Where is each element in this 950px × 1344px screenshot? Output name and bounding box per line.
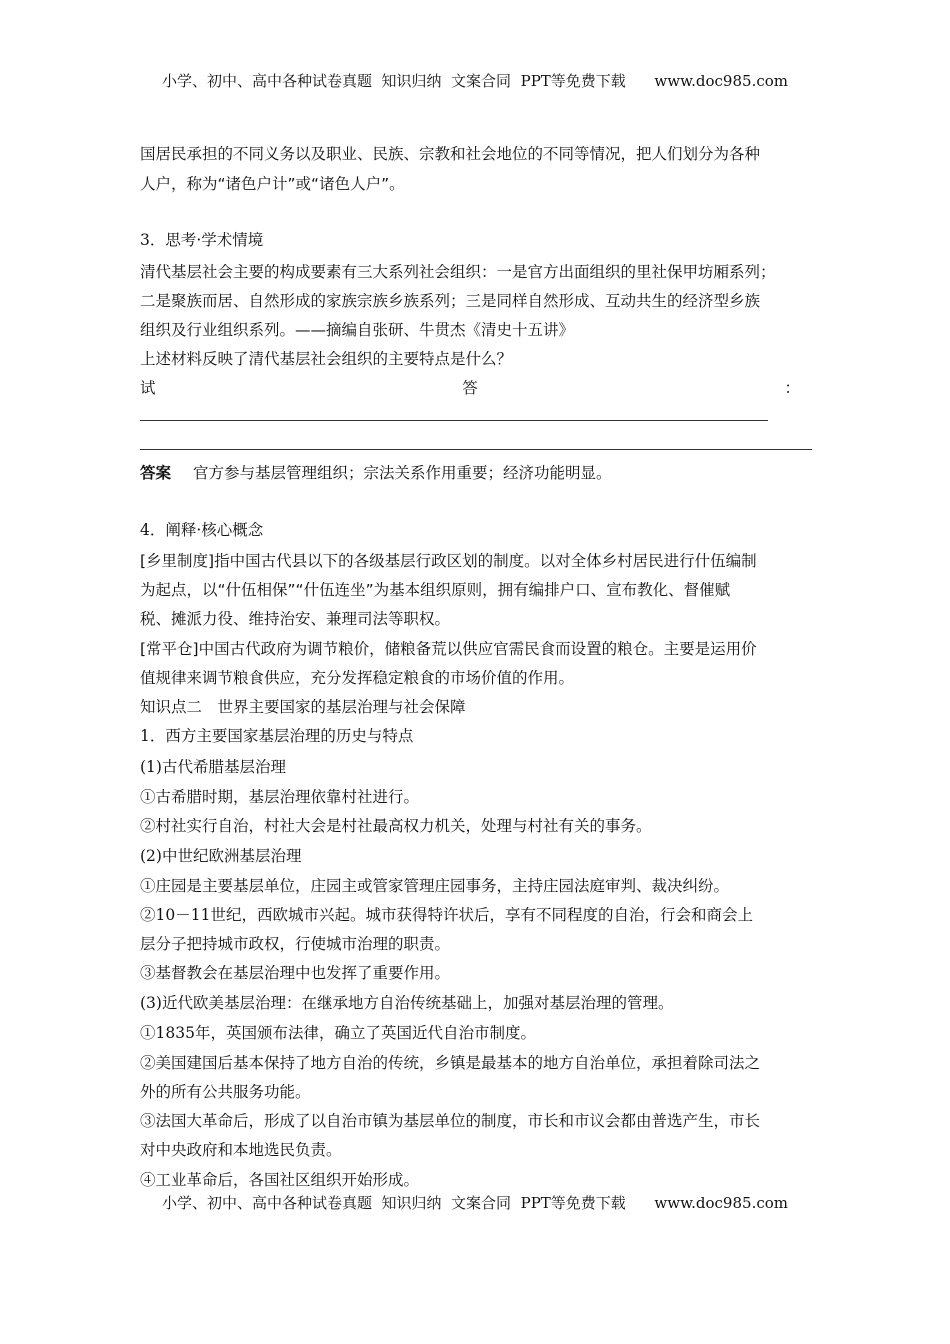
- item-a-heading: (1)古代希腊基层治理: [140, 758, 286, 776]
- section-3-title: 3．思考·学术情境: [140, 231, 264, 249]
- question-text: 上述材料反映了清代基层社会组织的主要特点是什么？: [140, 350, 513, 368]
- item-c-1: ①1835年，英国颁布法律，确立了英国近代自治市制度。: [140, 1024, 536, 1042]
- item-c-3-line-2: 对中央政府和本地选民负责。: [140, 1141, 342, 1159]
- item-c-2-line-2: 外的所有公共服务功能。: [140, 1083, 311, 1101]
- intro-line-1: 国居民承担的不同义务以及职业、民族、宗教和社会地位的不同等情况，把人们划分为各种: [140, 145, 761, 163]
- item-b-3: ③基督教会在基层治理中也发挥了重要作用。: [140, 964, 451, 982]
- item-b-1: ①庄园是主要基层单位，庄园主或管家管理庄园事务，主持庄园法庭审判、裁决纠纷。: [140, 877, 730, 895]
- item-c-4: ④工业革命后，各国社区组织开始形成。: [140, 1171, 420, 1189]
- item-b-2-line-2: 层分子把持城市政权，行使城市治理的职责。: [140, 935, 451, 953]
- material-line-1: 清代基层社会主要的构成要素有三大系列社会组织：一是官方出面组织的里社保甲坊厢系列；: [140, 263, 776, 281]
- material-line-2: 二是聚族而居、自然形成的家族宗族乡族系列；三是同样自然形成、互动共生的经济型乡族: [140, 292, 761, 310]
- prompt-char-1: 试: [140, 379, 156, 397]
- intro-line-2: 人户，称为“诸色户计”或“诸色人户”。: [140, 175, 405, 193]
- concept-1-line-3: 税、摊派力役、维持治安、兼理司法等职权。: [140, 610, 451, 628]
- item-c-2-line-1: ②美国建国后基本保持了地方自治的传统，乡镇是最基本的地方自治单位，承担着除司法之: [140, 1054, 761, 1072]
- section-4-title: 4．阐释·核心概念: [140, 521, 264, 539]
- material-line-3: 组织及行业组织系列。——摘编自张研、牛贯杰《清史十五讲》: [140, 321, 575, 339]
- prompt-char-2: 答: [462, 379, 478, 397]
- answer-blank-line-1: [140, 420, 768, 421]
- page-header: 小学、初中、高中各种试卷真题 知识归纳 文案合同 PPT等免费下载 www.doc985.com: [161, 72, 788, 90]
- answer-prompt: [140, 378, 800, 398]
- subsection-1-title: 1．西方主要国家基层治理的历史与特点: [140, 727, 414, 745]
- knowledge-point-2-title: 知识点二 世界主要国家的基层治理与社会保障: [140, 698, 466, 716]
- answer-text: 官方参与基层管理组织；宗法关系作用重要；经济功能明显。: [193, 464, 612, 482]
- answer-blank-line-2: [140, 449, 812, 450]
- item-a-1: ①古希腊时期，基层治理依靠村社进行。: [140, 788, 420, 806]
- item-b-heading: (2)中世纪欧洲基层治理: [140, 847, 302, 865]
- page-footer: 小学、初中、高中各种试卷真题 知识归纳 文案合同 PPT等免费下载 www.doc985.com: [161, 1194, 788, 1212]
- answer-label: 答案: [140, 463, 172, 482]
- concept-2-line-1: [常平仓]中国古代政府为调节粮价，储粮备荒以供应官需民食而设置的粮仓。主要是运用价: [140, 640, 757, 658]
- item-c-3-line-1: ③法国大革命后，形成了以自治市镇为基层单位的制度，市长和市议会都由普选产生，市长: [140, 1112, 761, 1130]
- item-b-2-line-1: ②10－11世纪，西欧城市兴起。城市获得特许状后，享有不同程度的自治，行会和商会上: [140, 906, 753, 924]
- concept-2-line-2: 值规律来调节粮食供应，充分发挥稳定粮食的市场价值的作用。: [140, 669, 575, 687]
- concept-1-line-2: 为起点，以“什伍相保”“什伍连坐”为基本组织原则，拥有编排户口、宣布教化、督催赋: [140, 581, 731, 599]
- prompt-char-3: ：: [784, 379, 800, 397]
- item-c-heading: (3)近代欧美基层治理：在继承地方自治传统基础上，加强对基层治理的管理。: [140, 994, 674, 1012]
- concept-1-line-1: [乡里制度]指中国古代县以下的各级基层行政区划的制度。以对全体乡村居民进行什伍编制: [140, 552, 757, 570]
- item-a-2: ②村社实行自治，村社大会是村社最高权力机关，处理与村社有关的事务。: [140, 817, 652, 835]
- answer-row: [140, 463, 812, 483]
